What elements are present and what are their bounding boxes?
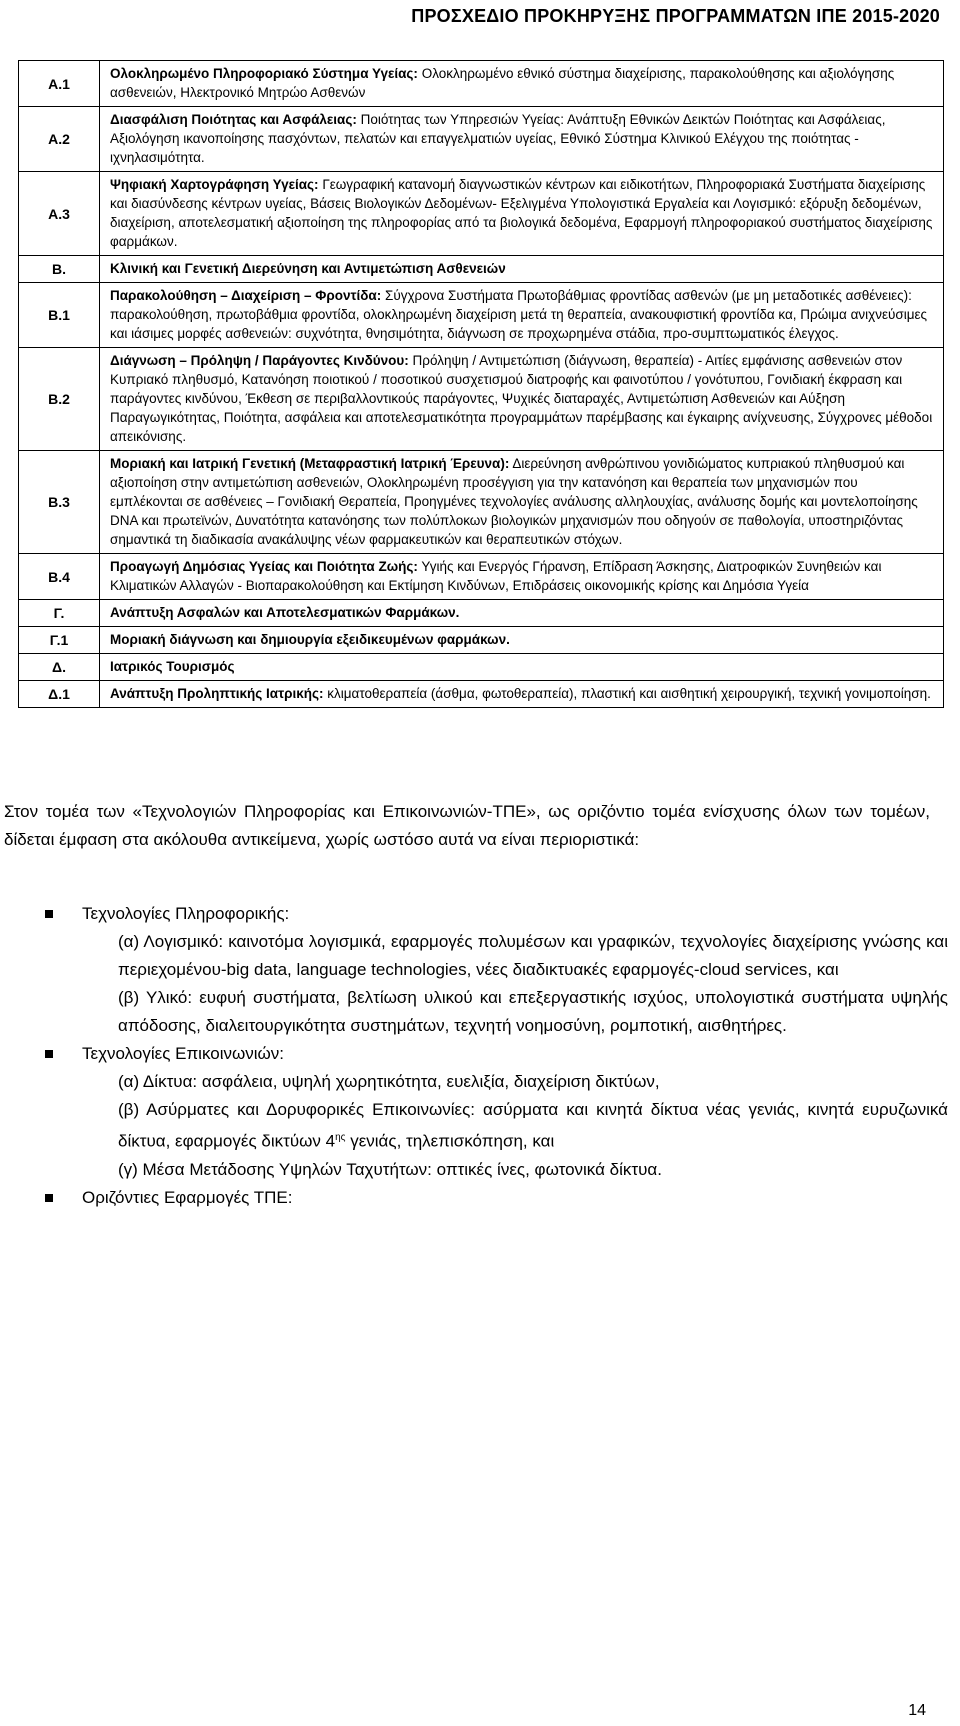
row-description bbox=[100, 61, 943, 106]
row-heading: Διασφάλιση Ποιότητας και Ασφάλειας: bbox=[110, 112, 357, 127]
table-row bbox=[19, 554, 943, 600]
bullet-title: Τεχνολογίες Πληροφορικής: bbox=[82, 904, 290, 923]
page-number: 14 bbox=[908, 1702, 926, 1719]
row-code: Δ. bbox=[19, 654, 100, 680]
row-text: Σύγχρονα Συστήματα Πρωτοβάθμιας φροντίδας ασθενών (με μη μεταδοτικές ασθένειες): παρακολούθηση, πρωτοβάθμια φροντίδα, ολοκληρωμένη διαχείριση μετά τη θεραπεία, ανακουφιστική φροντίδα κα, Πρώιμα ανιχνεύσιμες και ιάσιμες μορφές ασθενειών: συχνότητα, θνησιμότητα, διάγνωση σε προχωρημένα στάδια, προ-συμπτωματικός έλεγχος. bbox=[110, 288, 928, 341]
row-code: Δ.1 bbox=[19, 681, 100, 707]
bullet-subitem-text: (β) Ασύρματες και Δορυφορικές Επικοινωνίες: ασύρματα και κινητά δίκτυα νέας γενιάς, κινητά ευρυζωνικά δίκτυα, εφαρμογές δικτύων 4 bbox=[118, 1100, 948, 1151]
row-description bbox=[100, 681, 943, 707]
bullet-subitem-text: (β) Υλικό: ευφυή συστήματα, βελτίωση υλικού και επεξεργαστικής ισχύος, υπολογιστικά συστήματα υψηλής απόδοσης, διαλειτουργικότητα συστημάτων, τεχνητή νοημοσύνη, ρομποτική, αισθητήρες. bbox=[118, 988, 948, 1035]
row-heading: Κλινική και Γενετική Διερεύνηση και Αντιμετώπιση Ασθενειών bbox=[110, 261, 506, 276]
bullet-title-row bbox=[0, 1184, 960, 1212]
superscript: ης bbox=[335, 1132, 346, 1143]
bullet-subitem-text: (α) Λογισμικό: καινοτόμα λογισμικά, εφαρμογές πολυμέσων και γραφικών, τεχνολογίες διαχείρισης γνώσης και περιεχομένου-big data, language technologies, νέες διαδικτυακές εφαρμογές-cloud services, και bbox=[118, 932, 948, 979]
row-text: Ποιότητας των Υπηρεσιών Υγείας: Ανάπτυξη Εθνικών Δεικτών Ποιότητας και Ασφάλειας, Αξιολόγηση ικανοποίησης πασχόντων, πελατών και επαγγελματιών υγείας, Εθνικό Σύστημα Κλινικού Ελέγχου της ποιότητας - ιχνηλασιμότητα. bbox=[110, 112, 886, 165]
bullet-square-icon bbox=[45, 1050, 53, 1058]
bullet-subitem-text: (γ) Μέσα Μετάδοσης Υψηλών Ταχυτήτων: οπτικές ίνες, φωτονικά δίκτυα. bbox=[118, 1159, 662, 1179]
row-heading: Ιατρικός Τουρισμός bbox=[110, 659, 235, 674]
bullet-title: Τεχνολογίες Επικοινωνιών: bbox=[82, 1044, 285, 1063]
document-header: ΠΡΟΣΧΕΔΙΟ ΠΡΟΚΗΡΥΞΗΣ ΠΡΟΓΡΑΜΜΑΤΩΝ ΙΠΕ 2015-2020 bbox=[411, 6, 940, 26]
bullet-square-icon bbox=[45, 1194, 53, 1202]
row-text: κλιματοθεραπεία (άσθμα, φωτοθεραπεία), πλαστική και αισθητική χειρουργική, τεχνική γονιμοποίηση. bbox=[323, 686, 931, 701]
row-description bbox=[100, 451, 943, 553]
row-text: Υγιής και Ενεργός Γήρανση, Επίδραση Άσκησης, Διατροφικών Συνηθειών και Κλιματικών Αλλαγών - Βιοπαρακολούθηση και Εκτίμηση Κινδύνων, Επιδράσεις οικονομικής κρίσης και Δημόσια Υγεία bbox=[110, 559, 882, 593]
table-row bbox=[19, 681, 943, 708]
table-row bbox=[19, 600, 943, 627]
row-description bbox=[100, 654, 943, 680]
row-description bbox=[100, 627, 943, 653]
table-row bbox=[19, 451, 943, 554]
row-heading: Ολοκληρωμένο Πληροφοριακό Σύστημα Υγείας: bbox=[110, 66, 418, 81]
row-text: Πρόληψη / Αντιμετώπιση (διάγνωση, θεραπεία) - Αιτίες εμφάνισης ασθενειών στον Κυπριακό πληθυσμό, Κατανόηση ποιοτικού / ποσοτικού συσχετισμού διατροφής και φαινοτύπου / γονότυπου, Γονιδιακή έκφραση και παράγοντες κινδύνου, Έκθεση σε περιβαλλοντικούς παράγοντες, Ψυχικές διαταραχές, Αντιμετώπιση Ασθενειών και Αύξηση Παραγωγικότητας, Ποιότητα, ασφάλεια και αποτελεσματικότητα προγραμμάτων παρέμβασης και έγκαιρης ανίχνευσης, Σύγχρονες μέθοδοι απεικόνισης. bbox=[110, 353, 933, 444]
bullet-list bbox=[0, 900, 960, 1212]
row-text: Διερεύνηση ανθρώπινου γονιδιώματος κυπριακού πληθυσμού και αξιοποίηση στην αντιμετώπιση ασθενειών, Ολοκληρωμένη προσέγγιση για την κατανόηση και θεραπεία των μηχανισμών που εμπλέκονται σε ασθένειες – Γονιδιακή Θεραπεία, Προηγμένες τεχνολογίες ανάλυσης αλληλουχίας, ανάλυσης δομής και μοντελοποίησης DNA και πρωτεϊνών, Δυνατότητα κατανόησης των πολύπλοκων βιολογικών μηχανισμών που οδηγούν σε παθολογία, υποστηριζόντας σημαντικά τη διαδικασία ανακάλυψης νέων φαρμακευτικών και θεραπευτικών στόχων. bbox=[110, 456, 918, 547]
row-heading: Παρακολούθηση – Διαχείριση – Φροντίδα: bbox=[110, 288, 382, 303]
priorities-table bbox=[18, 60, 944, 708]
table-row bbox=[19, 654, 943, 681]
intro-paragraph: Στον τομέα των «Τεχνολογιών Πληροφορίας και Επικοινωνιών-ΤΠΕ», ως οριζόντιο τομέα ενίσχυσης όλων των τομέων, δίδεται έμφαση στα ακόλουθα αντικείμενα, χωρίς ωστόσο αυτά να είναι περιοριστικά: bbox=[4, 802, 930, 849]
row-heading: Ανάπτυξη Προληπτικής Ιατρικής: bbox=[110, 686, 324, 701]
bullet-title-row bbox=[0, 1040, 960, 1068]
bullet-subitem bbox=[118, 928, 948, 984]
table-row bbox=[19, 627, 943, 654]
bullet-title: Οριζόντιες Εφαρμογές ΤΠΕ: bbox=[82, 1187, 293, 1207]
bullet-item bbox=[0, 1040, 960, 1184]
bullet-subitem-text: (α) Δίκτυα: ασφάλεια, υψηλή χωρητικότητα, ευελιξία, διαχείριση δικτύων, bbox=[118, 1072, 660, 1091]
bullet-subitem bbox=[118, 984, 948, 1040]
row-code: Α.2 bbox=[19, 107, 100, 171]
row-description bbox=[100, 600, 943, 626]
row-heading: Μοριακή και Ιατρική Γενετική (Μεταφραστική Ιατρική Έρευνα): bbox=[110, 456, 510, 471]
row-description bbox=[100, 554, 943, 599]
row-text: Γεωγραφική κατανομή διαγνωστικών κέντρων και ειδικοτήτων, Πληροφοριακά Συστήματα διαχείρισης και διασύνδεσης κέντρων υγείας, Βάσεις Βιολογικών Δεδομένων- Εξελιγμένα Υπολογιστικά Εργαλεία και Λογισμικό: εξόρυξη δεδομένων, διαχείριση, αποτελεσματική αξιοποίηση της πληροφορίας από τα βιολογικά δεδομένα, Εφαρμογή πληροφοριακού συστήματος διαχείρισης φαρμάκων. bbox=[110, 177, 933, 249]
row-code: Β.2 bbox=[19, 348, 100, 450]
row-code: Γ. bbox=[19, 600, 100, 626]
row-heading: Ψηφιακή Χαρτογράφηση Υγείας: bbox=[110, 177, 319, 192]
row-description bbox=[100, 348, 943, 450]
table-row bbox=[19, 61, 943, 107]
row-code: Γ.1 bbox=[19, 627, 100, 653]
row-code: Β.1 bbox=[19, 283, 100, 347]
table-row bbox=[19, 172, 943, 256]
row-code: Β.3 bbox=[19, 451, 100, 553]
row-heading: Ανάπτυξη Ασφαλών και Αποτελεσματικών Φαρμάκων. bbox=[110, 605, 460, 620]
row-description bbox=[100, 172, 943, 255]
bullet-item bbox=[0, 1184, 960, 1212]
row-code: Α.1 bbox=[19, 61, 100, 106]
bullet-square-icon bbox=[45, 910, 53, 918]
row-description bbox=[100, 283, 943, 347]
row-description bbox=[100, 107, 943, 171]
table-row bbox=[19, 107, 943, 172]
table-row bbox=[19, 256, 943, 283]
table-row bbox=[19, 283, 943, 348]
bullet-subitem bbox=[118, 1068, 948, 1096]
row-text: Ολοκληρωμένο εθνικό σύστημα διαχείρισης, παρακολούθησης και αξιολόγησης ασθενειών, Ηλεκτρονικό Μητρώο Ασθενών bbox=[110, 66, 895, 100]
row-heading: Διάγνωση – Πρόληψη / Παράγοντες Κινδύνου: bbox=[110, 353, 409, 368]
row-code: Α.3 bbox=[19, 172, 100, 255]
row-code: Β.4 bbox=[19, 554, 100, 599]
bullet-subitem bbox=[118, 1156, 948, 1184]
row-heading: Προαγωγή Δημόσιας Υγείας και Ποιότητα Ζωής: bbox=[110, 559, 418, 574]
row-heading: Μοριακή διάγνωση και δημιουργία εξειδικευμένων φαρμάκων. bbox=[110, 632, 510, 647]
row-code: Β. bbox=[19, 256, 100, 282]
bullet-subitem bbox=[118, 1096, 948, 1156]
bullet-subitem-continuation: γενιάς, τηλεπισκόπηση, και bbox=[345, 1131, 555, 1151]
table-row bbox=[19, 348, 943, 451]
row-description bbox=[100, 256, 943, 282]
bullet-title-row bbox=[0, 900, 960, 928]
bullet-item bbox=[0, 900, 960, 1040]
